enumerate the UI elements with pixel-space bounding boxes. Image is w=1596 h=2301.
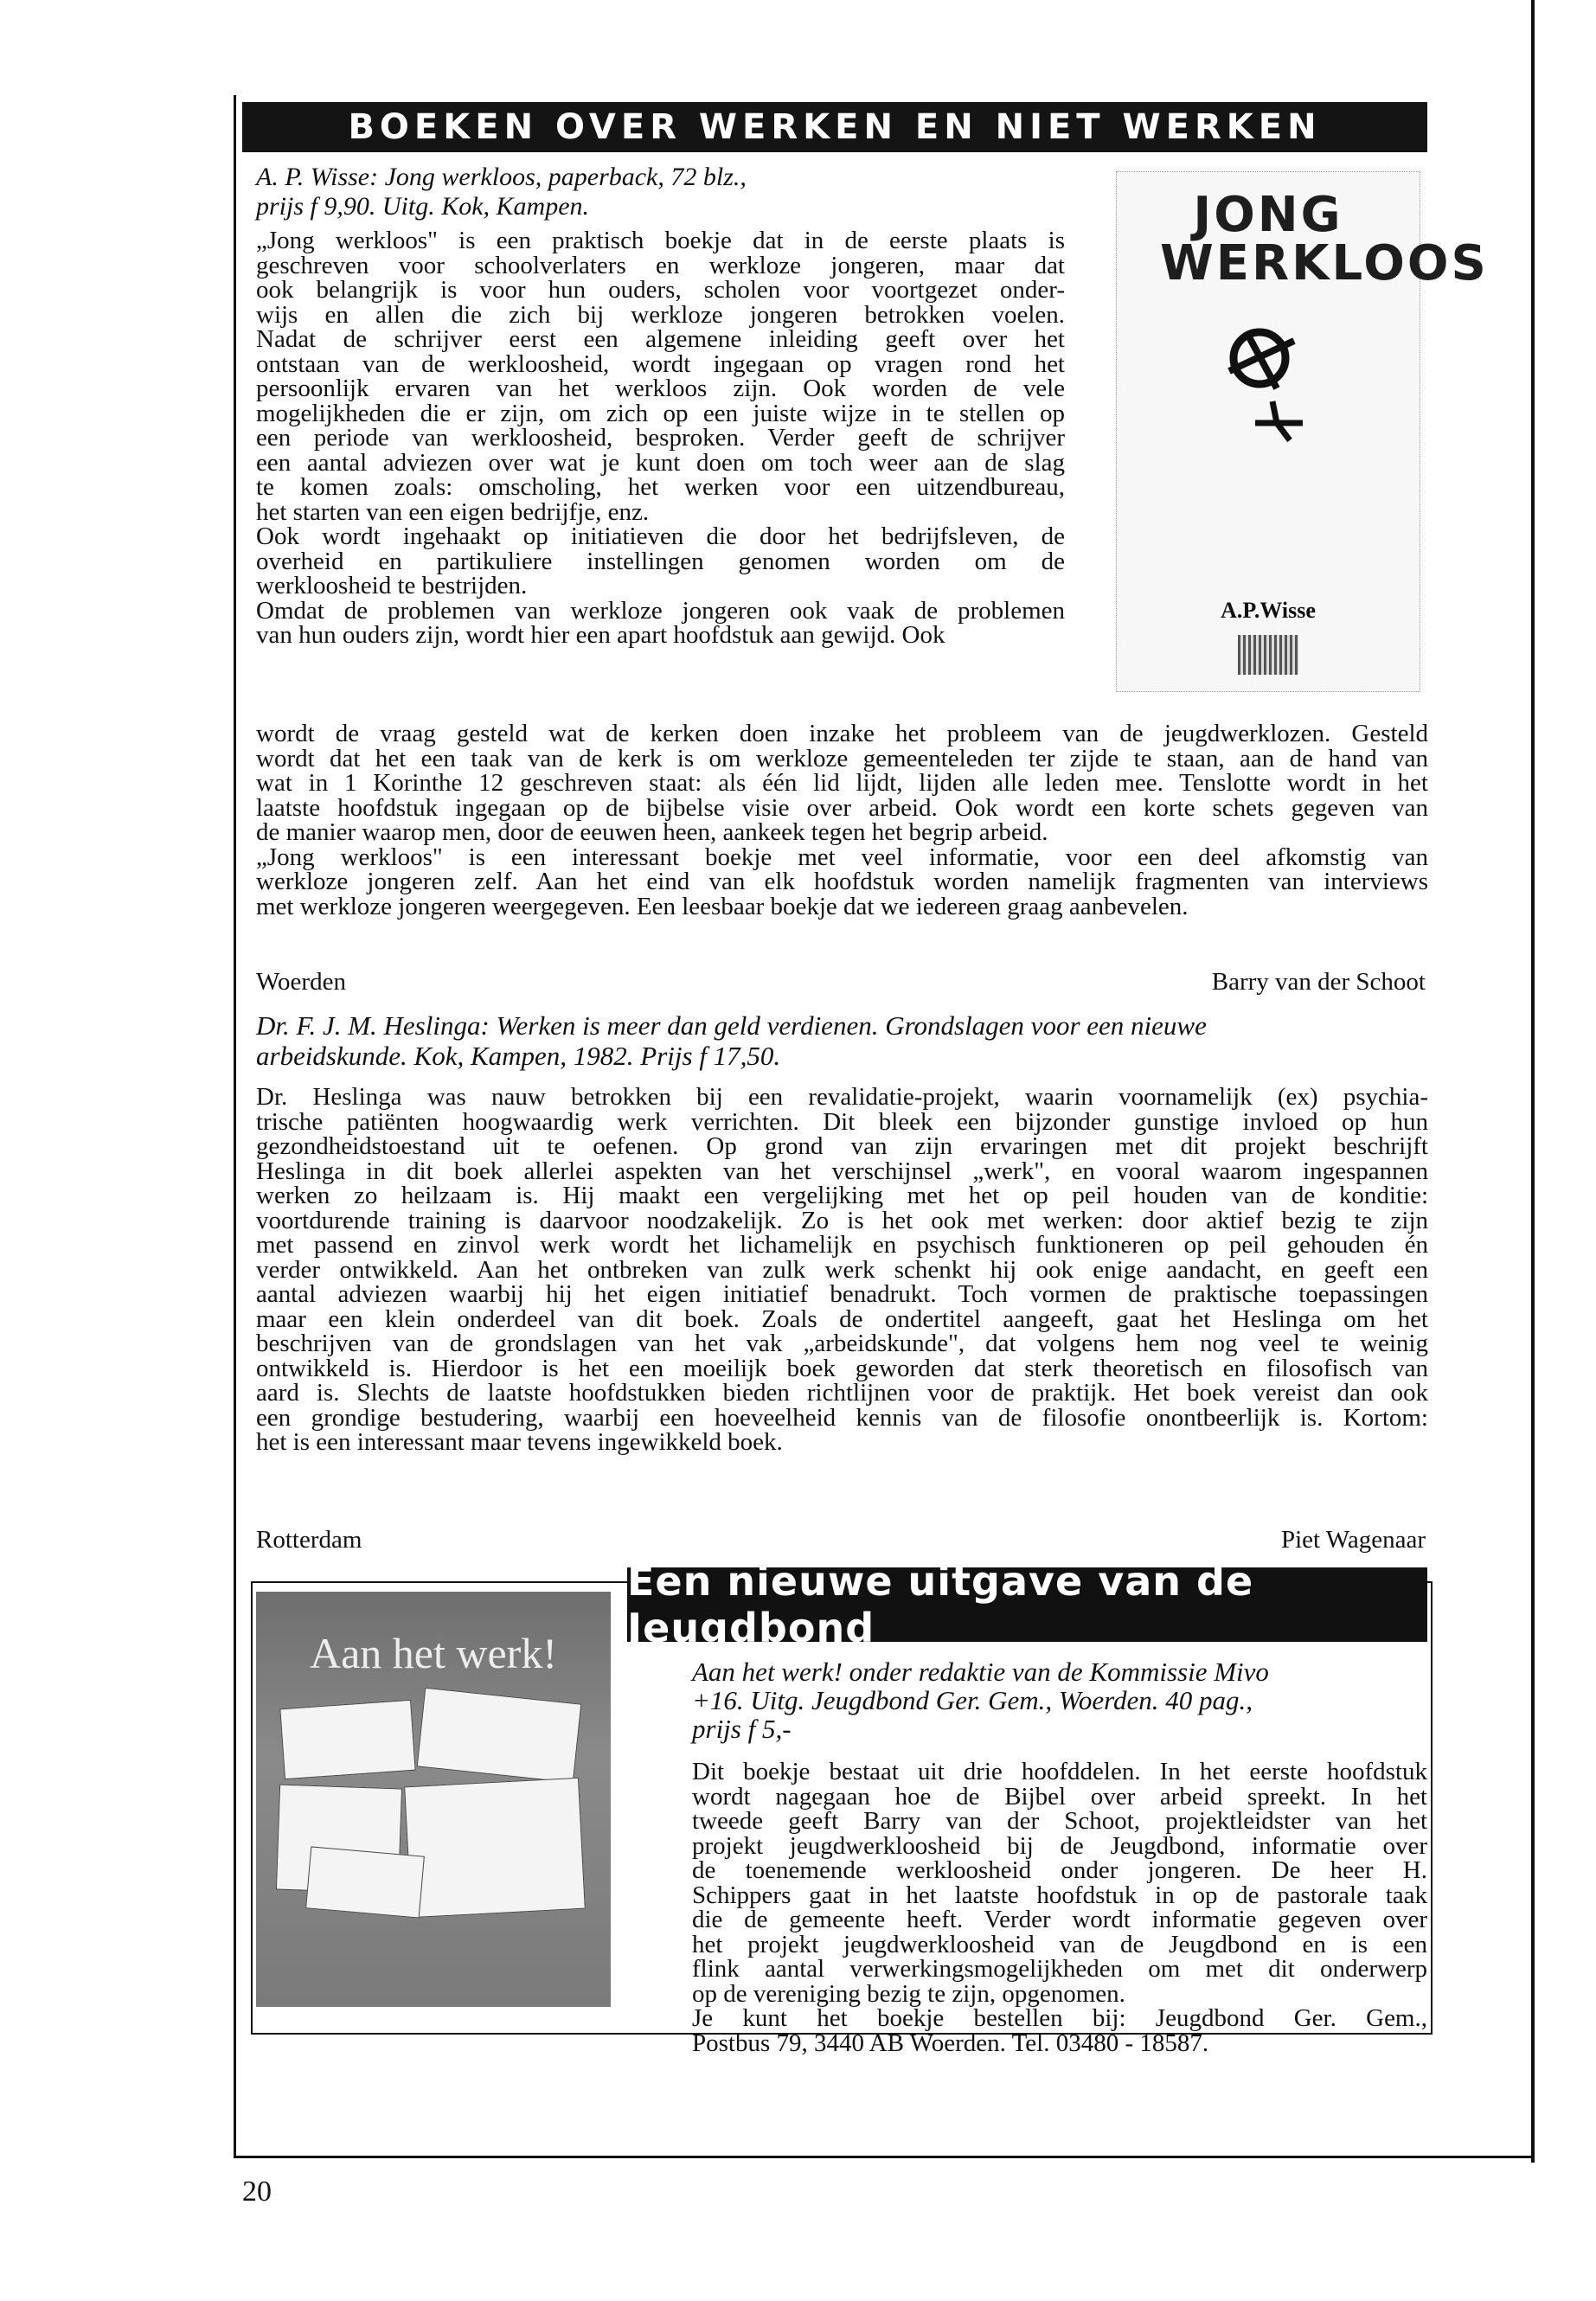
text-line: de manier waarop men, door de eeuwen heen, aankeek tegen het begrip arbeid. — [256, 818, 1048, 846]
newspaper-clipping — [417, 1688, 582, 1784]
text-line: een periode van werkloosheid, besproken. Verder geeft de schrijver — [256, 424, 1065, 452]
text-line: aard is. Slechts de laatste hoofdstukken bieden richtlijnen voor de praktijk. Het boek vereist dan ook — [256, 1379, 1428, 1407]
text-line: Ook wordt ingehaakt op initiatieven die door het bedrijfsleven, de — [256, 522, 1065, 550]
text-line: projekt jeugdwerkloosheid bij de Jeugdbond, informatie over — [692, 1831, 1427, 1860]
text-line: te komen zoals: omscholing, het werken voor een uitzendbureau, — [256, 473, 1065, 501]
ad-citation — [692, 1657, 1436, 1743]
review2-citation-line: Dr. F. J. M. Heslinga: Werken is meer dan geld verdienen. Grondslagen voor een nieuwe — [256, 1010, 1207, 1041]
publisher-logo-icon — [1238, 635, 1298, 675]
text-line: maar een klein onderdeel van dit boek. Zoals de ondertitel aangeeft, gaat het Heslinga om het — [256, 1304, 1428, 1333]
text-line: het projekt jeugdwerkloosheid van de Jeugdbond en is een — [692, 1930, 1427, 1958]
review1-body-narrow — [256, 228, 1065, 648]
text-line: werkloosheid te bestrijden. — [256, 572, 528, 599]
review2-citation — [256, 1010, 1428, 1071]
review1-body-wide — [256, 721, 1428, 919]
text-line: een aantal adviezen over wat je kunt doen om toch weer aan de slag — [256, 448, 1065, 477]
text-line: Dit boekje bestaat uit drie hoofddelen. In het eerste hoofdstuk — [692, 1758, 1427, 1785]
ad-citation-line: Aan het werk! onder redaktie van de Kommissie Mivo — [692, 1657, 1269, 1687]
text-line: Je kunt het boekje bestellen bij: Jeugdbond Ger. Gem., — [692, 2004, 1427, 2032]
text-line: ontstaan van de werkloosheid, wordt ingegaan op vragen rond het — [256, 349, 1065, 378]
review2-body — [256, 1085, 1428, 1455]
review1-place: Woerden — [256, 968, 346, 996]
ad-citation-line: prijs f 5,- — [692, 1714, 792, 1744]
text-line: gezondheidstoestand uit te oefenen. Op grond van zijn ervaringen met dit projekt beschrijft — [256, 1132, 1428, 1160]
text-line: Heslinga in dit boek allerlei aspekten van het verschijnsel „werk", en vooral waarom ingespannen — [256, 1157, 1428, 1185]
ad-citation-line: +16. Uitg. Jeugdbond Ger. Gem., Woerden. 40 pag., — [692, 1685, 1253, 1715]
ad-banner: Een nieuwe uitgave van de Jeugdbond — [627, 1567, 1427, 1642]
text-line: wordt dat het een taak van de kerk is om werkloze gemeenteleden ter zijde te staan, aan de hand van — [256, 744, 1428, 772]
text-line: Nadat de schrijver eerst een algemene inleiding geeft over het — [256, 325, 1065, 353]
text-line: de toenemende werkloosheid onder jongeren. De heer H. — [692, 1856, 1427, 1884]
text-line: wijs en allen die zich bij werkloze jongeren betrokken voelen. — [256, 300, 1065, 329]
text-line: beschrijven van de grondslagen van het vak „arbeidskunde", dat volgens hem nog veel te weinig — [256, 1330, 1428, 1357]
ad-body — [692, 1759, 1427, 2055]
text-line: Omdat de problemen van werkloze jongeren ook vaak de problemen — [256, 596, 1065, 625]
cover2-title: Aan het werk! — [310, 1629, 557, 1677]
text-line: Dr. Heslinga was nauw betrokken bij een revalidatie-projekt, waarin voornamelijk (ex) psychia- — [256, 1083, 1428, 1111]
text-line: een grondige bestudering, waarbij een hoeveelheid kennis van de filosofie onontbeerlijk is. Kortom: — [256, 1403, 1428, 1432]
text-line: „Jong werkloos" is een praktisch boekje dat in de eerste plaats is — [256, 227, 1065, 254]
text-line: Postbus 79, 3440 AB Woerden. Tel. 03480 - 18587. — [692, 2029, 1209, 2057]
text-line: overheid en partikuliere instellingen genomen worden om de — [256, 547, 1065, 575]
newspaper-clipping — [279, 1700, 415, 1779]
newspaper-clipping — [305, 1846, 425, 1918]
text-line: verder ontwikkeld. Aan het ontbreken van zulk werk schenkt hij ook enige aandacht, en geeft een — [256, 1255, 1428, 1284]
review2-citation-line: arbeidskunde. Kok, Kampen, 1982. Prijs f 17,50. — [256, 1041, 781, 1071]
book-cover-jong-werkloos — [1116, 171, 1489, 692]
cover-title: JONG WERKLOOS — [1160, 187, 1489, 292]
text-line: ook belangrijk is voor hun ouders, scholen voor voortgezet onder- — [256, 276, 1065, 304]
text-line: wat in 1 Korinthe 12 geschreven staat: als één lid lijdt, lijden alle leden mee. Tenslotte wordt in het — [256, 769, 1428, 797]
text-line: met passend en zinvol werk wordt het lichamelijk en psychisch funktioneren op peil gehouden én — [256, 1231, 1428, 1259]
text-line: „Jong werkloos" is een interessant boekje met veel informatie, voor een deel afkomstig van — [256, 843, 1428, 871]
text-line: wordt nagegaan hoe de Bijbel over arbeid spreekt. In het — [692, 1782, 1427, 1811]
review1-citation — [256, 163, 1035, 221]
book-cover-aan-het-werk — [256, 1592, 611, 2007]
text-line: tweede geeft Barry van der Schoot, projektleidster van het — [692, 1807, 1427, 1835]
text-line: aantal adviezen waarbij hij het eigen initiatief benadrukt. Toch vormen de praktische toepassingen — [256, 1280, 1428, 1308]
text-line: het starten van een eigen bedrijfje, enz. — [256, 497, 650, 526]
text-line: ontwikkeld is. Hierdoor is het een moeilijk boek geworden dat sterk theoretisch en filosofisch van — [256, 1354, 1428, 1382]
review1-citation-line: A. P. Wisse: Jong werkloos, paperback, 72 blz., — [256, 163, 747, 191]
text-line: voortdurende training is daarvoor noodzakelijk. Zo is het ook met werken: door aktief bezig te zijn — [256, 1206, 1428, 1234]
text-line: laatste hoofdstuk ingegaan op de bijbelse visie over arbeid. Ook wordt een korte schets gegeven van — [256, 793, 1428, 822]
review1-citation-line: prijs f 9,90. Uitg. Kok, Kampen. — [256, 192, 590, 221]
cover-figure-icon — [1195, 315, 1350, 445]
text-line: met werkloze jongeren weergegeven. Een leesbaar boekje dat we iedereen graag aanbevelen. — [256, 892, 1189, 920]
text-line: mogelijkheden die er zijn, om zich op een juiste wijze in te stellen op — [256, 399, 1065, 427]
cover-author: A.P.Wisse — [1221, 598, 1316, 623]
text-line: werkloze jongeren zelf. Aan het eind van elk hoofdstuk worden namelijk fragmenten van interviews — [256, 868, 1428, 895]
text-line: van hun ouders zijn, wordt hier een apart hoofdstuk aan gewijd. Ook — [256, 621, 945, 649]
text-line: flink aantal verwerkingsmogelijkheden om met dit onderwerp — [692, 1955, 1427, 1983]
text-line: op de vereniging bezig te zijn, opgenomen. — [692, 1979, 1125, 2008]
text-line: die de gemeente heeft. Verder wordt informatie gegeven over — [692, 1906, 1427, 1933]
frame-right-line — [1531, 0, 1535, 2163]
text-line: trische patiënten hoogwaardig werk verrichten. Dit bleek een bijzonder gunstige invloed op hun — [256, 1107, 1428, 1136]
page-number: 20 — [242, 2176, 272, 2208]
frame-left-line — [234, 95, 236, 2158]
section-header: BOEKEN OVER WERKEN EN NIET WERKEN — [242, 102, 1427, 152]
text-line: geschreven voor schoolverlaters en werkloze jongeren, maar dat — [256, 251, 1065, 279]
review2-reviewer: Piet Wagenaar — [1280, 1526, 1426, 1554]
newspaper-clipping — [404, 1778, 586, 1918]
text-line: Schippers gaat in het laatste hoofdstuk in op de pastorale taak — [692, 1881, 1427, 1909]
text-line: wordt de vraag gesteld wat de kerken doen inzake het probleem van de jeugdwerklozen. Gesteld — [256, 720, 1428, 747]
review1-reviewer: Barry van der Schoot — [1211, 968, 1426, 996]
text-line: werken zo heilzaam is. Hij maakt een vergelijking met het op peil houden van de konditie: — [256, 1182, 1428, 1209]
text-line: het is een interessant maar tevens ingewikkeld boek. — [256, 1428, 783, 1456]
text-line: persoonlijk ervaren van het werkloos zijn. Ook worden de vele — [256, 375, 1065, 402]
frame-bottom-line — [234, 2156, 1534, 2158]
review2-place: Rotterdam — [256, 1526, 362, 1554]
